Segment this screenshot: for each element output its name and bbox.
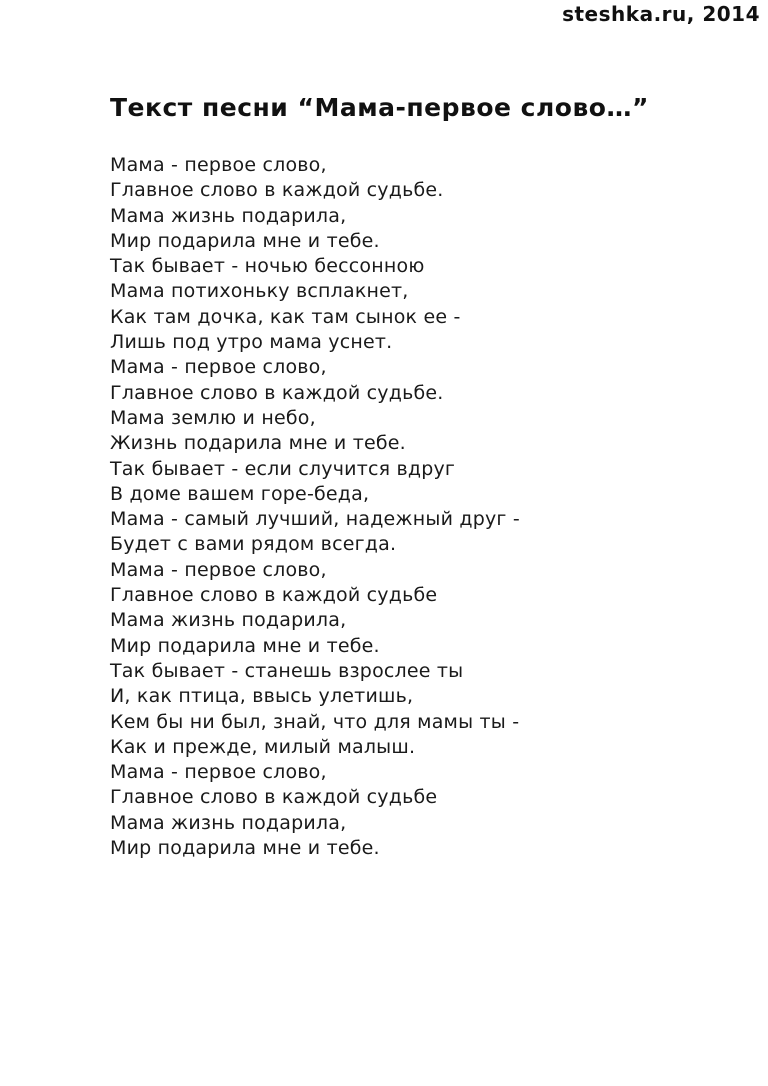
lyric-line: Главное слово в каждой судьбе. (110, 381, 444, 404)
lyric-line: Мама - самый лучший, надежный друг - (110, 508, 520, 531)
lyric-line: Будет с вами рядом всегда. (110, 533, 397, 556)
site-watermark: steshka.ru, 2014 (562, 2, 760, 26)
lyric-line: Главное слово в каждой судьбе (110, 584, 438, 607)
lyrics-block (110, 153, 728, 861)
lyric-line: Мама жизнь подарила, (110, 204, 347, 227)
lyric-line: Так бывает - ночью бессонною (110, 255, 425, 278)
lyric-line: Так бывает - станешь взрослее ты (110, 659, 464, 682)
lyric-line: Мама - первое слово, (110, 356, 327, 379)
lyric-line: Мама жизнь подарила, (110, 609, 347, 632)
lyric-line: И, как птица, ввысь улетишь, (110, 685, 414, 708)
lyric-line: Мама потихоньку всплакнет, (110, 280, 409, 303)
lyric-line: Мама - первое слово, (110, 154, 327, 176)
lyric-line: Жизнь подарила мне и тебе. (110, 432, 406, 455)
lyric-line: Мама жизнь подарила, (110, 811, 347, 834)
lyric-line: В доме вашем горе-беда, (110, 482, 370, 505)
lyric-line: Кем бы ни был, знай, что для мамы ты - (110, 710, 520, 733)
lyric-line: Мама - первое слово, (110, 558, 327, 581)
lyric-line: Мама землю и небо, (110, 406, 316, 429)
page-title: Текст песни “Мама-первое слово…” (110, 92, 649, 122)
lyric-line: Мир подарила мне и тебе. (110, 229, 380, 252)
lyric-line: Лишь под утро мама уснет. (110, 331, 393, 354)
lyric-line: Главное слово в каждой судьбе (110, 786, 438, 809)
lyric-line: Как там дочка, как там сынок ее - (110, 305, 461, 328)
lyric-line: Мир подарила мне и тебе. (110, 634, 380, 657)
lyric-line: Так бывает - если случится вдруг (110, 457, 456, 480)
lyric-line: Мир подарила мне и тебе. (110, 837, 380, 860)
lyric-line: Мама - первое слово, (110, 761, 327, 784)
lyric-line: Главное слово в каждой судьбе. (110, 179, 444, 202)
lyric-line: Как и прежде, милый малыш. (110, 735, 416, 758)
